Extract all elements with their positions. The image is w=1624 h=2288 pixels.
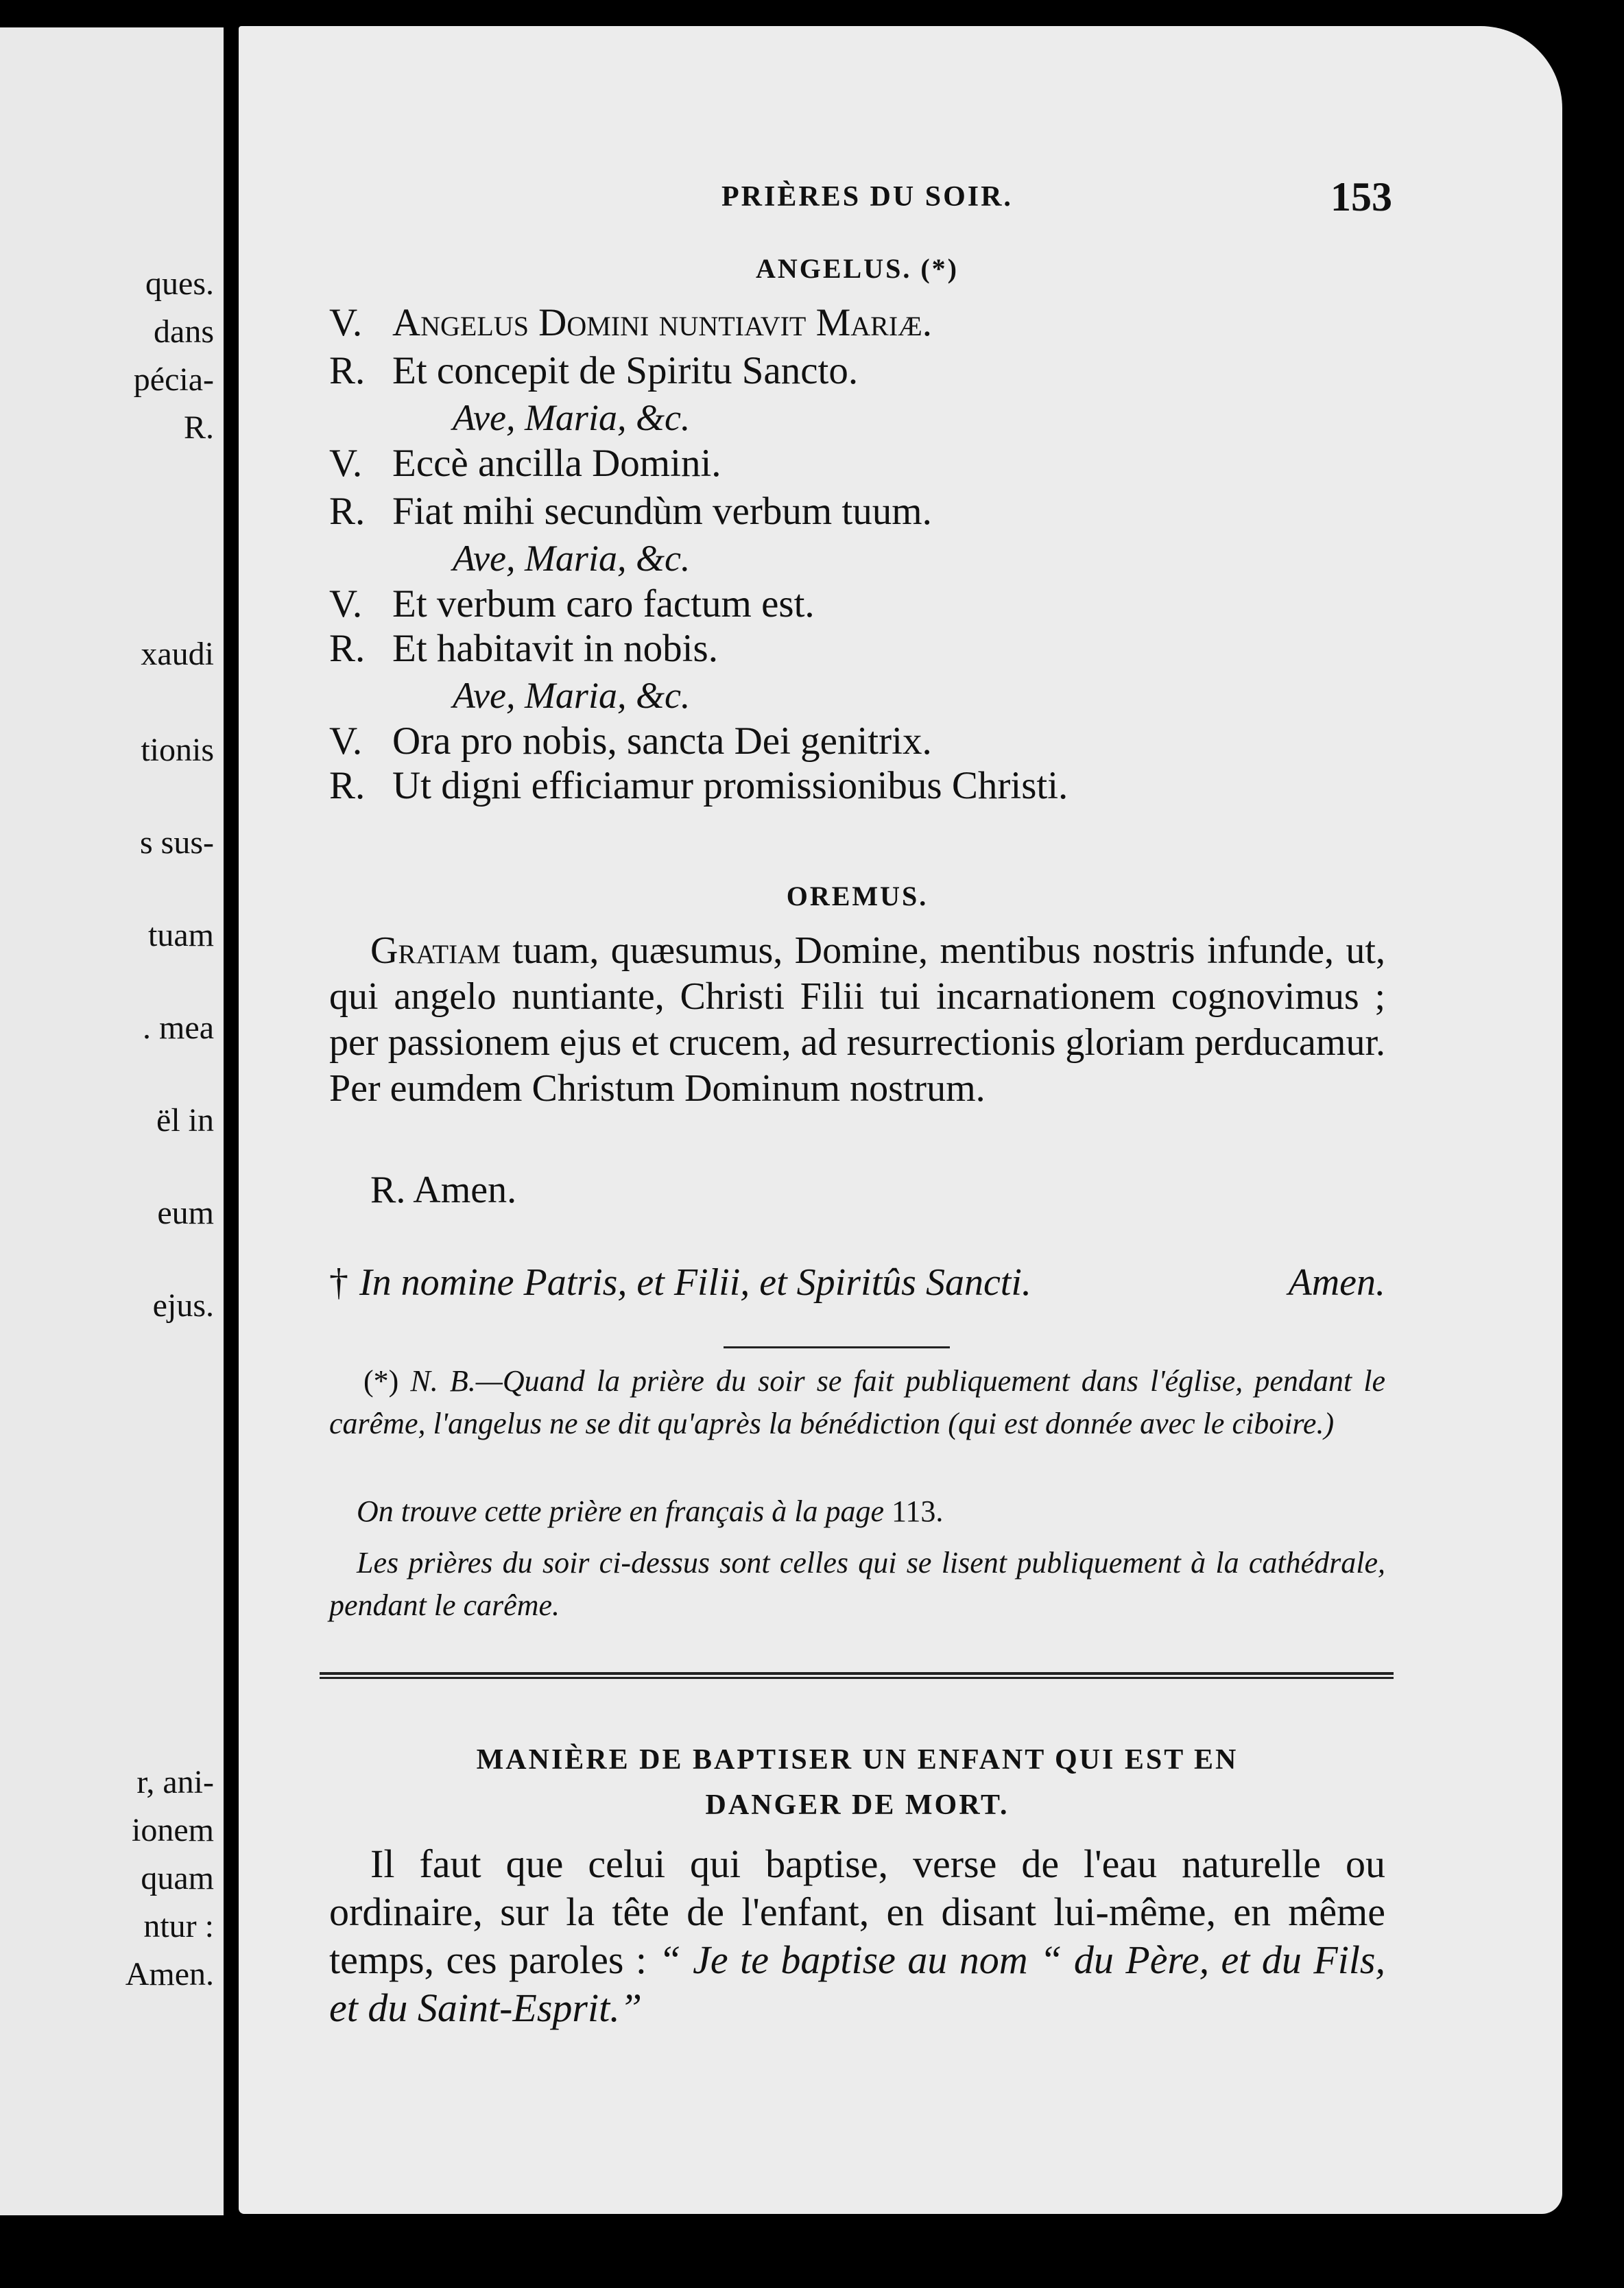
facing-page xyxy=(0,27,224,2215)
facing-fragment: tionis xyxy=(141,732,214,768)
versicle-line: V. Ora pro nobis, sancta Dei genitrix. xyxy=(329,719,932,763)
facing-fragment: R. xyxy=(183,409,214,446)
facing-fragment: ejus. xyxy=(152,1287,214,1324)
running-title: PRIÈRES DU SOIR. xyxy=(721,181,1013,213)
facing-fragment: dans xyxy=(154,313,214,350)
facing-fragment: quam xyxy=(141,1860,214,1896)
facing-fragment: ionem xyxy=(132,1812,214,1848)
trinitarian-formula: † In nomine Patris, et Filii, et Spiritûs Sancti. Amen. xyxy=(329,1261,1385,1304)
public-reading-note: Les prières du soir ci-dessus sont celles qui se lisent publiquement à la cathédrale, pendant le carême. xyxy=(329,1546,1385,1622)
oremus-prayer: Gratiam tuam, quæsumus, Domine, mentibus nostris infunde, ut, qui angelo nuntiante, Christi Filii tui incarnationem cognovimus ; per passionem ejus et crucem, ad resurrectionis gloriam perducamur. Per eumdem Christum Dominum nostrum. xyxy=(329,929,1385,1110)
response-line: R. Fiat mihi secundùm verbum tuum. xyxy=(329,490,932,533)
section-divider xyxy=(320,1672,1394,1679)
facing-fragment: tuam xyxy=(148,917,214,953)
ave-maria-line: Ave, Maria, &c. xyxy=(453,675,691,716)
facing-fragment: pécia- xyxy=(133,361,214,398)
cross-icon: † xyxy=(329,1261,348,1304)
facing-fragment: xaudi xyxy=(141,636,214,672)
facing-fragment: ques. xyxy=(145,265,214,302)
page-number: 153 xyxy=(1330,174,1392,219)
ave-maria-line: Ave, Maria, &c. xyxy=(453,397,691,438)
versicle-line: V. Eccè ancilla Domini. xyxy=(329,442,721,485)
versicle-line: V. Et verbum caro factum est. xyxy=(329,582,815,625)
facing-fragment: s sus- xyxy=(139,824,214,861)
facing-fragment: eum xyxy=(157,1195,214,1231)
baptism-title: MANIÈRE DE BAPTISER UN ENFANT QUI EST EN DANGER DE MORT. xyxy=(476,1744,1239,1821)
book-page xyxy=(239,26,1562,2214)
facing-fragment: . mea xyxy=(143,1010,214,1046)
nb-note: (*) N. B.—Quand la prière du soir se fait publiquement dans l'église, pendant le carême, l'angelus ne se dit qu'après la bénédiction (qui est donnée avec le ciboire.) xyxy=(329,1364,1385,1440)
baptism-instructions: Il faut que celui qui baptise, verse de l'eau naturelle ou ordinaire, sur la tête de l'enfant, en disant lui-même, en même temps, ces paroles : “ Je te baptise au nom “ du Père, et du Fils, et du Saint-Esprit.” xyxy=(329,1842,1385,2030)
facing-fragment: ël in xyxy=(156,1102,214,1139)
oremus-title: OREMUS. xyxy=(786,881,929,911)
response-line: R. Et concepit de Spiritu Sancto. xyxy=(329,349,859,392)
page-header xyxy=(329,160,1392,219)
french-reference-note: On trouve cette prière en français à la page 113. xyxy=(357,1494,944,1528)
ave-maria-line: Ave, Maria, &c. xyxy=(453,538,691,579)
facing-fragment: Amen. xyxy=(125,1956,214,1992)
oremus-response: R. Amen. xyxy=(370,1169,517,1211)
response-line: R. Et habitavit in nobis. xyxy=(329,627,718,670)
versicle-line: V. Angelus Domini nuntiavit Mariæ. xyxy=(329,301,933,344)
facing-fragment: r, ani- xyxy=(136,1764,214,1800)
response-line: R. Ut digni efficiamur promissionibus Christi. xyxy=(329,764,1068,807)
angelus-title: ANGELUS. (*) xyxy=(755,253,959,284)
divider xyxy=(724,1346,950,1348)
facing-fragment: ntur : xyxy=(143,1908,214,1944)
